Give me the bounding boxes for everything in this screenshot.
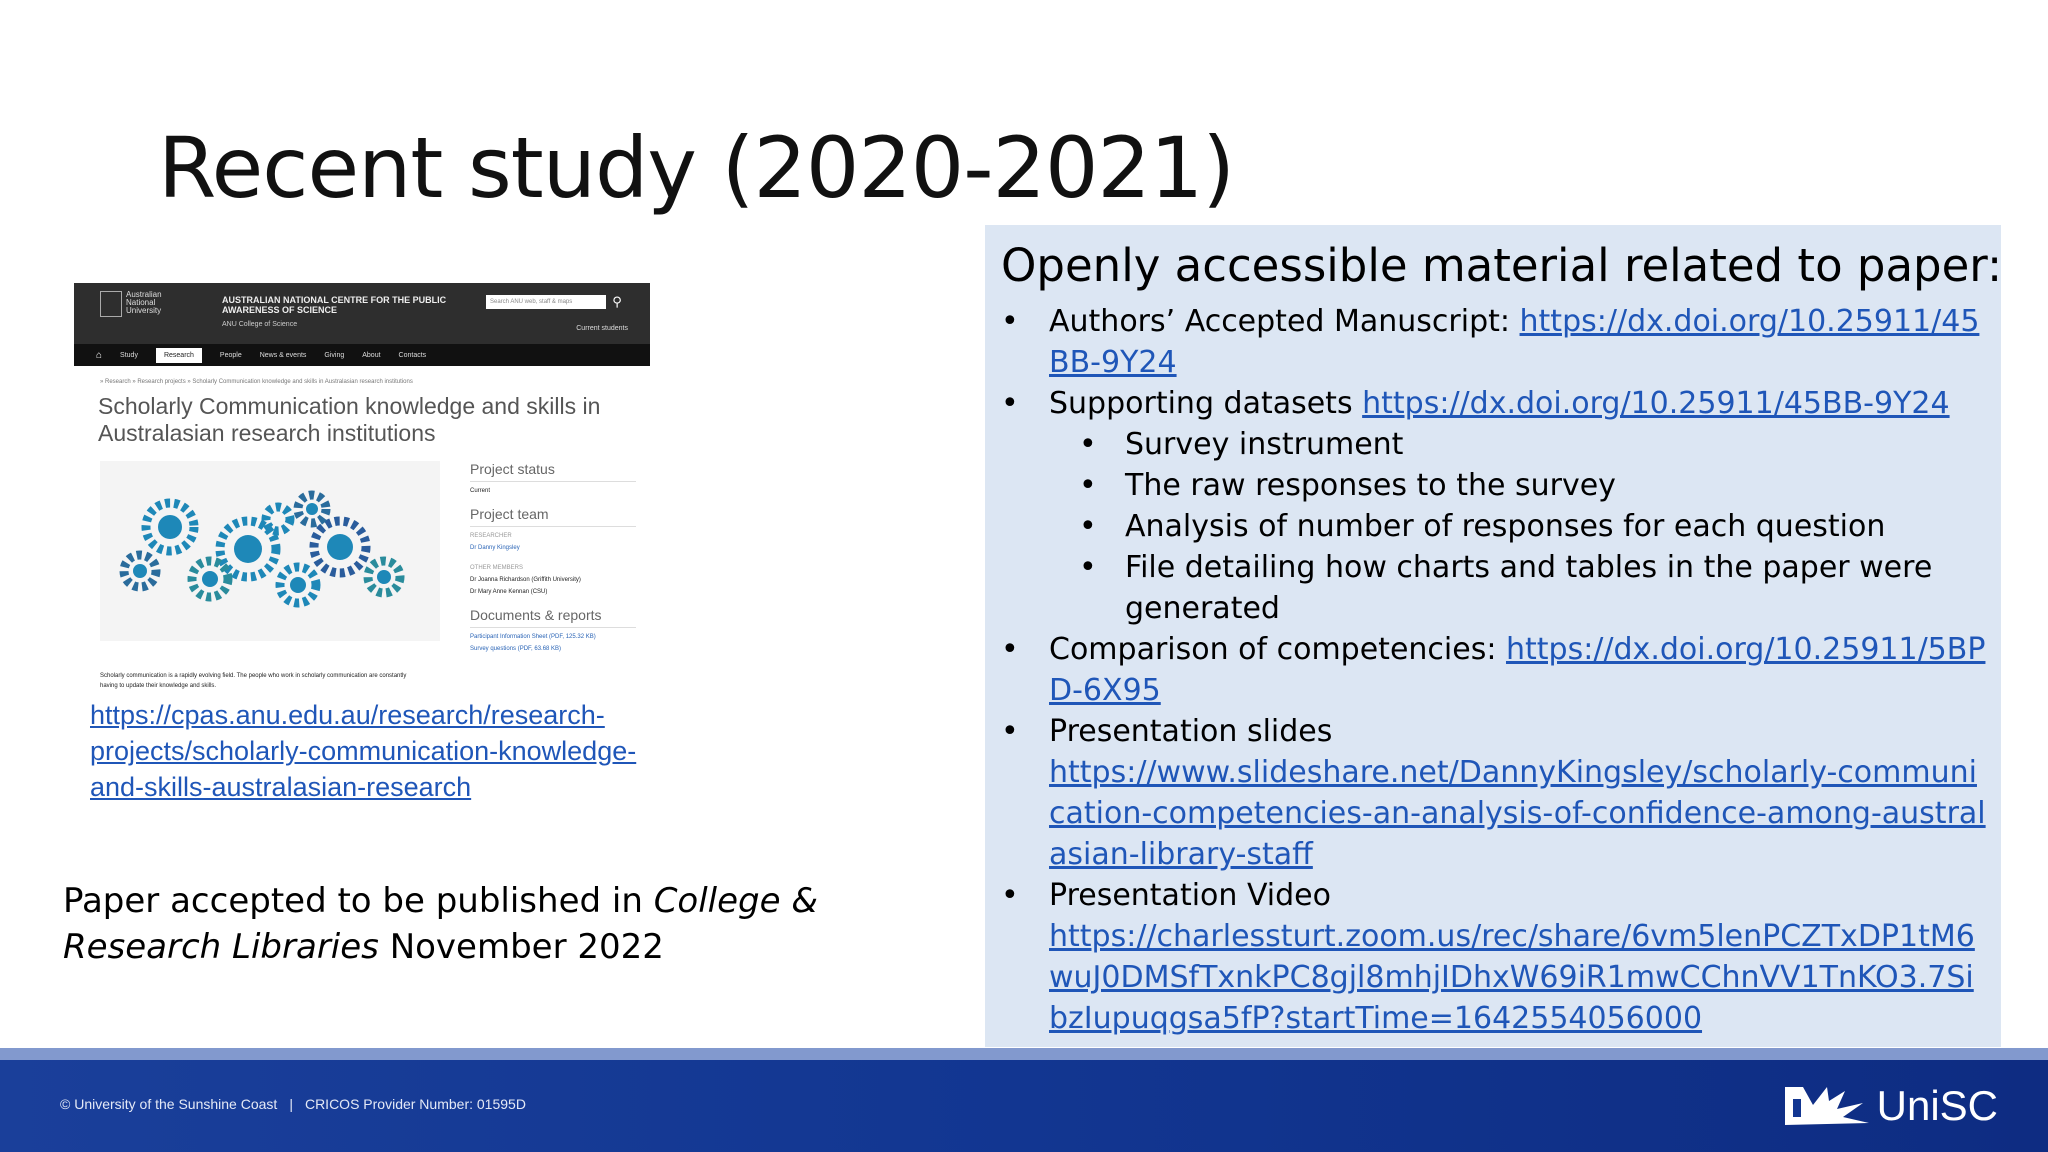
site-nav-item: Contacts xyxy=(398,351,427,359)
site-nav-item: People xyxy=(219,351,242,359)
list-item xyxy=(1001,629,1991,711)
site-nav-item: Giving xyxy=(324,351,345,359)
materials-list xyxy=(1001,301,1991,1039)
site-sidebar xyxy=(470,461,636,664)
list-item xyxy=(1001,875,1991,1039)
publication-prefix: Paper accepted to be published in xyxy=(63,881,654,921)
anu-project-link[interactable]: https://cpas.anu.edu.au/research/research-projects/scholarly-communication-knowledge-and-skills-australasian-research xyxy=(90,700,637,802)
cricos-number: CRICOS Provider Number: 01595D xyxy=(304,1096,526,1112)
footer-text xyxy=(60,1096,526,1112)
sub-list-item: • Analysis of number of responses for each question xyxy=(1001,506,1991,547)
site-member: Dr Mary Anne Kennan (CSU) xyxy=(470,589,548,595)
sub-list-item: • Survey instrument xyxy=(1001,424,1991,465)
slide-title: Recent study (2020-2021) xyxy=(158,119,1235,217)
copyright: © University of the Sunshine Coast xyxy=(60,1096,278,1112)
publication-note xyxy=(63,878,943,970)
home-icon: ⌂ xyxy=(96,349,103,361)
datasets-link[interactable]: https://dx.doi.org/10.25911/45BB-9Y24 xyxy=(1362,386,1950,421)
site-team-label: Project team xyxy=(470,506,636,527)
sub-list-item: • File detailing how charts and tables in the paper were generated xyxy=(1001,547,1991,629)
site-nav-item: Research xyxy=(156,348,202,363)
aam-label: Authors’ Accepted Manuscript: xyxy=(1049,304,1520,339)
site-researcher-label: RESEARCHER xyxy=(470,533,512,539)
competencies-link[interactable]: https://dx.doi.org/10.25911/5BPD-6X95 xyxy=(1049,632,1986,708)
list-item xyxy=(1001,383,1991,424)
site-nav-item: Study xyxy=(120,351,138,359)
footer-separator: | xyxy=(289,1096,293,1112)
site-document: Participant Information Sheet (PDF, 125.32 KB) xyxy=(470,634,596,640)
site-nav xyxy=(74,344,650,366)
unisc-logo-icon xyxy=(1783,1083,1871,1129)
competencies-label: Comparison of competencies: xyxy=(1049,632,1506,667)
sub-list-item: • The raw responses to the survey xyxy=(1001,465,1991,506)
site-documents-label: Documents & reports xyxy=(470,607,636,628)
list-item xyxy=(1001,301,1991,383)
panel-heading: Openly accessible material related to paper: xyxy=(1001,239,2003,292)
site-header xyxy=(74,283,650,344)
gears-illustration xyxy=(100,461,440,641)
site-status-label: Project status xyxy=(470,461,636,482)
datasets-label: Supporting datasets xyxy=(1049,386,1363,421)
unisc-logo xyxy=(1783,1078,1998,1134)
site-heading: Scholarly Communication knowledge and skills in Australasian research institutions xyxy=(98,393,601,446)
site-members-label: OTHER MEMBERS xyxy=(470,565,524,571)
website-screenshot xyxy=(74,283,650,701)
publication-suffix: November 2022 xyxy=(378,927,664,967)
journal-name: College & Research Libraries xyxy=(63,881,818,967)
video-link[interactable]: https://charlessturt.zoom.us/rec/share/6vm5lenPCZTxDP1tM6wuJ0DMSfTxnkPC8gjl8mhjIDhxW69iR1mwCChnVV1TnKO3.7SibzIupuqgsa5fP?startTime=1642554056000 xyxy=(1049,919,1975,1036)
site-search-input: Search ANU web, staff & maps xyxy=(486,295,606,309)
materials-panel xyxy=(985,225,2001,1047)
list-item xyxy=(1001,711,1991,875)
search-icon: ⚲ xyxy=(612,294,622,309)
site-status: Current xyxy=(470,488,491,494)
site-researcher: Dr Danny Kingsley xyxy=(470,545,520,551)
site-member: Dr Joanna Richardson (Griffith University) xyxy=(470,577,581,583)
site-caption: Scholarly communication is a rapidly evolving field. The people who work in scholarly communication are constantly having to update their knowledge and skills. xyxy=(100,673,407,689)
slides-link[interactable]: https://www.slideshare.net/DannyKingsley/scholarly-communication-competencies-an-analysis-of-confidence-among-australasian-library-staff xyxy=(1049,755,1986,872)
site-nav-item: News & events xyxy=(259,351,307,359)
video-label: Presentation Video xyxy=(1049,878,1331,913)
aam-link[interactable]: https://dx.doi.org/10.25911/45BB-9Y24 xyxy=(1049,304,1980,380)
site-current-students: Current students xyxy=(576,325,628,332)
footer xyxy=(0,1060,2048,1152)
logo-text: UniSC xyxy=(1876,1082,1998,1129)
site-nav-item: About xyxy=(362,351,381,359)
site-breadcrumb: » Research » Research projects » Scholarly Communication knowledge and skills in Australasian research institutions xyxy=(100,379,413,385)
site-document: Survey questions (PDF, 63.68 KB) xyxy=(470,646,562,652)
site-university: Australian National University xyxy=(126,290,162,315)
site-college: ANU College of Science xyxy=(222,321,298,328)
slides-label: Presentation slides xyxy=(1049,714,1333,749)
site-centre: AUSTRALIAN NATIONAL CENTRE FOR THE PUBLIC AWARENESS OF SCIENCE xyxy=(222,295,447,315)
website-link-paragraph xyxy=(90,697,690,805)
crest-icon xyxy=(100,291,122,317)
